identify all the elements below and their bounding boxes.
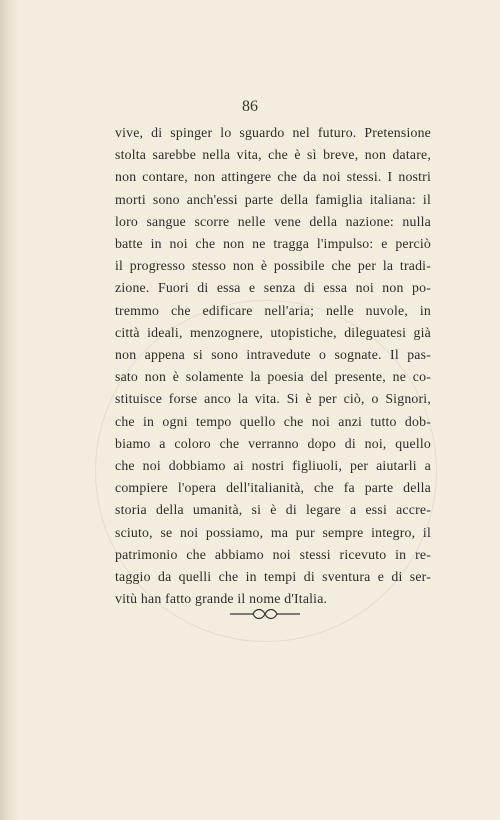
text-line: storia della umanità, si è di legare a essi accre- xyxy=(115,502,431,518)
page-gutter-shadow xyxy=(0,0,18,820)
page-number: 86 xyxy=(242,98,258,115)
text-line: che noi dobbiamo ai nostri figliuoli, per aiutarli a xyxy=(115,458,431,474)
text-line: stolta sarebbe nella vita, che è sì breve, non datare, xyxy=(115,147,431,163)
body-text xyxy=(115,122,431,610)
section-end-ornament xyxy=(0,604,500,624)
text-line: loro sangue scorre nelle vene della nazione: nulla xyxy=(115,213,431,229)
text-line: sciuto, se noi possiamo, ma pur sempre integro, il xyxy=(115,524,431,540)
text-line: compiere l'opera dell'italianità, che fa parte della xyxy=(115,480,431,496)
text-line: non contare, non attingere che da noi stessi. I nostri xyxy=(115,169,431,185)
text-line: non appena si sono intravedute o sognate. Il pas- xyxy=(115,347,431,363)
text-line: batte in noi che non ne tragga l'impulso: e perciò xyxy=(115,236,431,252)
text-line: sato non è solamente la poesia del presente, ne co- xyxy=(115,369,431,385)
text-line: morti sono anch'essi parte della famiglia italiana: il xyxy=(115,191,431,207)
text-line: patrimonio che abbiamo noi stessi ricevuto in re- xyxy=(115,546,431,562)
text-line: tremmo che edificare nell'aria; nelle nuvole, in xyxy=(115,302,431,318)
text-line: che in ogni tempo quello che noi anzi tutto dob- xyxy=(115,413,431,429)
text-line: biamo a coloro che verranno dopo di noi, quello xyxy=(115,435,431,451)
text-line: taggio da quelli che in tempi di sventura e di ser- xyxy=(115,569,431,585)
text-line: stituisce forse anco la vita. Si è per ciò, o Signori, xyxy=(115,391,431,407)
text-line: vive, di spinger lo sguardo nel futuro. Pretensione xyxy=(115,125,431,140)
text-line: il progresso stesso non è possibile che per la tradi- xyxy=(115,258,431,274)
text-line: zione. Fuori di essa e senza di essa noi non po- xyxy=(115,280,431,296)
text-line: vitù han fatto grande il nome d'Italia. xyxy=(115,591,328,607)
text-line: città ideali, menzognere, utopistiche, dileguatesi già xyxy=(115,324,431,340)
